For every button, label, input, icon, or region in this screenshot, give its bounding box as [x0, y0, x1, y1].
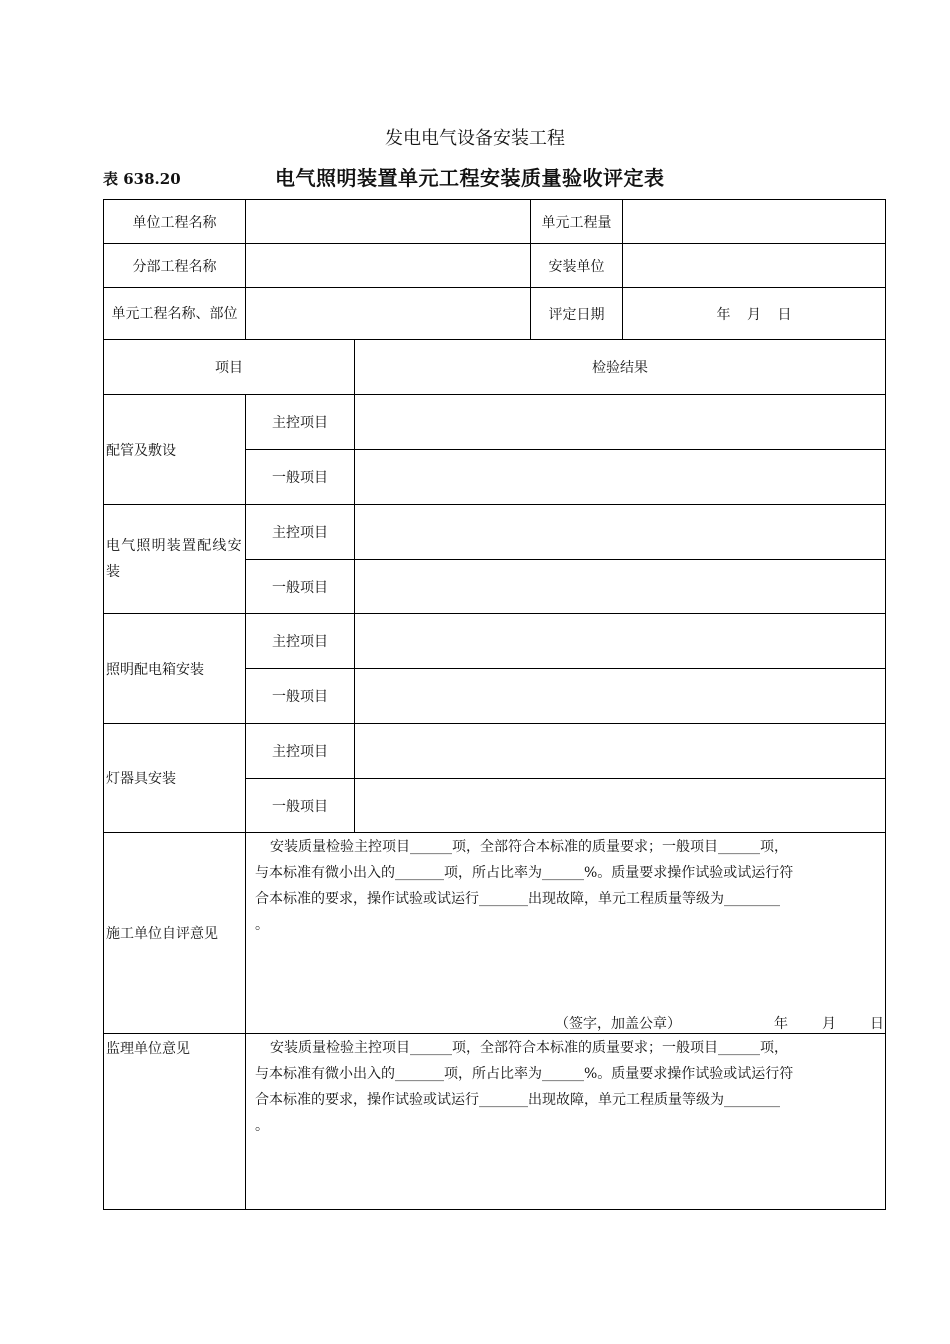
page-subtitle: 发电电气设备安装工程: [385, 128, 565, 149]
text-line: 安装质量检验主控项目______项，全部符合本标准的质量要求；一般项目______项，: [270, 1040, 788, 1056]
eval-date-value[interactable]: 年 月 日: [716, 306, 792, 323]
text-line: 合本标准的要求，操作试验或试运行_______出现故障，单元工程质量等级为________: [255, 891, 780, 907]
main-item-label: 主控项目: [272, 634, 328, 650]
text-line: 与本标准有微小出入的_______项，所占比率为______%。质量要求操作试验或试运行符: [255, 865, 794, 881]
result-cell[interactable]: [355, 724, 885, 778]
main-item-label: 主控项目: [272, 744, 328, 760]
division-project-value[interactable]: [246, 244, 530, 287]
unit-quantity-value[interactable]: [623, 200, 885, 243]
general-item-label: 一般项目: [272, 689, 328, 705]
unit-name-value[interactable]: [246, 288, 530, 339]
sign-day: 日: [870, 1016, 884, 1032]
sign-month: 月: [822, 1016, 836, 1032]
result-header: 检验结果: [592, 360, 648, 376]
signature-note: （签字，加盖公章）: [555, 1016, 681, 1032]
group-name: 灯器具安装: [106, 771, 176, 787]
result-cell[interactable]: [355, 450, 885, 504]
unit-quantity-label: 单元工程量: [541, 214, 612, 231]
result-cell[interactable]: [355, 505, 885, 559]
rule: [103, 1033, 886, 1034]
result-cell[interactable]: [355, 560, 885, 613]
table-number: 表 638.20: [103, 170, 181, 188]
self-eval-label: 施工单位自评意见: [106, 926, 218, 942]
text-line: 。: [255, 1118, 269, 1134]
install-unit-value[interactable]: [623, 244, 885, 287]
form-title: 电气照明装置单元工程安装质量验收评定表: [275, 166, 665, 190]
result-cell[interactable]: [355, 395, 885, 449]
group-name: 配管及敷设: [106, 442, 176, 459]
eval-date-label: 评定日期: [548, 306, 605, 323]
general-item-label: 一般项目: [272, 798, 328, 815]
result-cell[interactable]: [355, 614, 885, 668]
group-name: 照明配电箱安装: [106, 661, 204, 678]
text-line: 与本标准有微小出入的_______项，所占比率为______%。质量要求操作试验或试运行符: [255, 1066, 794, 1082]
install-unit-label: 安装单位: [548, 258, 605, 275]
group-name: 电气照明装置配线安装: [106, 538, 243, 580]
table-border-bottom: [103, 1209, 886, 1210]
unit-project-value[interactable]: [246, 200, 530, 243]
division-project-label: 分部工程名称: [132, 258, 217, 275]
main-item-label: 主控项目: [272, 415, 328, 431]
general-item-label: 一般项目: [272, 470, 328, 486]
text-line: 安装质量检验主控项目______项，全部符合本标准的质量要求；一般项目______项，: [270, 839, 788, 855]
supervision-label: 监理单位意见: [106, 1041, 190, 1057]
text-line: 。: [255, 917, 269, 933]
text-line: 合本标准的要求，操作试验或试运行_______出现故障，单元工程质量等级为________: [255, 1092, 780, 1108]
general-item-label: 一般项目: [272, 579, 328, 596]
unit-project-label: 单位工程名称: [132, 214, 217, 231]
sign-year: 年: [774, 1016, 788, 1032]
result-cell[interactable]: [355, 669, 885, 723]
main-item-label: 主控项目: [272, 525, 328, 541]
table-border-right: [885, 199, 886, 1210]
result-cell[interactable]: [355, 779, 885, 832]
unit-name-label: 单元工程名称、部位: [111, 305, 238, 322]
item-header: 项目: [215, 360, 243, 376]
